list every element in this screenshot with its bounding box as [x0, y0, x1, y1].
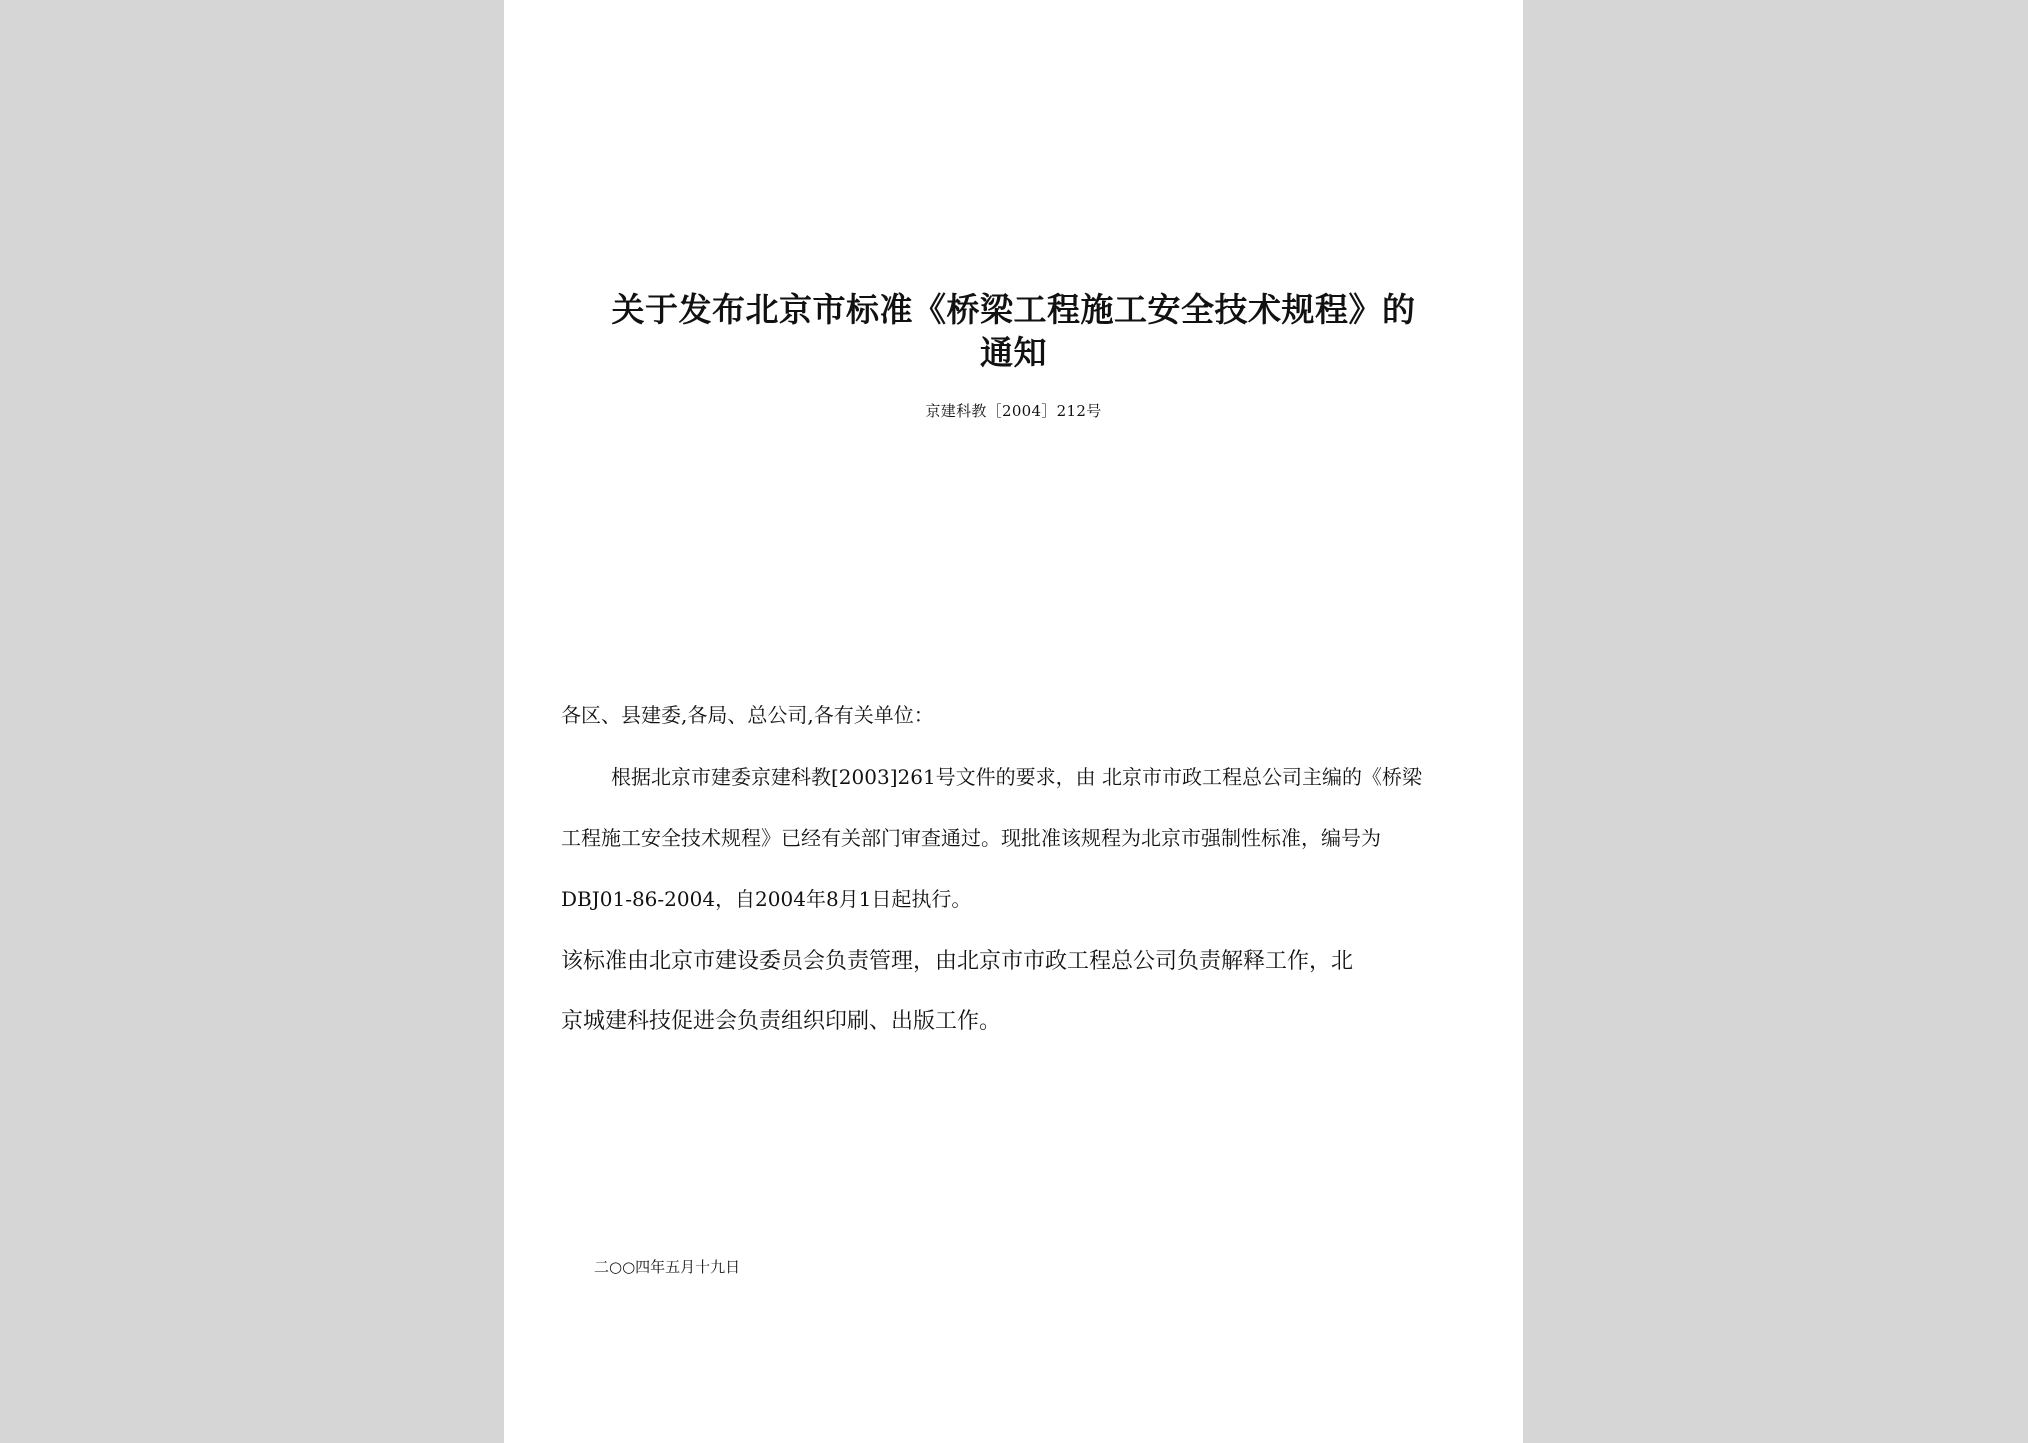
issue-date: 二○○四年五月十九日 — [594, 1258, 741, 1276]
notice-title-line-2: 通知 — [980, 333, 1047, 372]
notice-title-line-1: 关于发布北京市标准《桥梁工程施工安全技术规程》的 — [611, 290, 1416, 329]
salutation: 各区、县建委,各局、总公司,各有关单位： — [561, 703, 934, 727]
paragraph-1-line-3: DBJ01-86-2004，自2004年8月1日起执行。 — [561, 887, 972, 911]
document-page — [504, 0, 1523, 1443]
paragraph-2-line-1: 该标准由北京市建设委员会负责管理，由北京市市政工程总公司负责解释工作，北 — [561, 949, 1354, 974]
paragraph-2-line-2: 京城建科技促进会负责组织印刷、出版工作。 — [561, 1009, 1002, 1034]
document-number: 京建科教［2004］212号 — [925, 402, 1102, 420]
paragraph-1-line-2: 工程施工安全技术规程》已经有关部门审查通过。现批准该规程为北京市强制性标准，编号为 — [561, 826, 1381, 850]
paragraph-1-line-1: 根据北京市建委京建科教[2003]261号文件的要求，由 北京市市政工程总公司主编的《桥梁 — [611, 765, 1423, 789]
